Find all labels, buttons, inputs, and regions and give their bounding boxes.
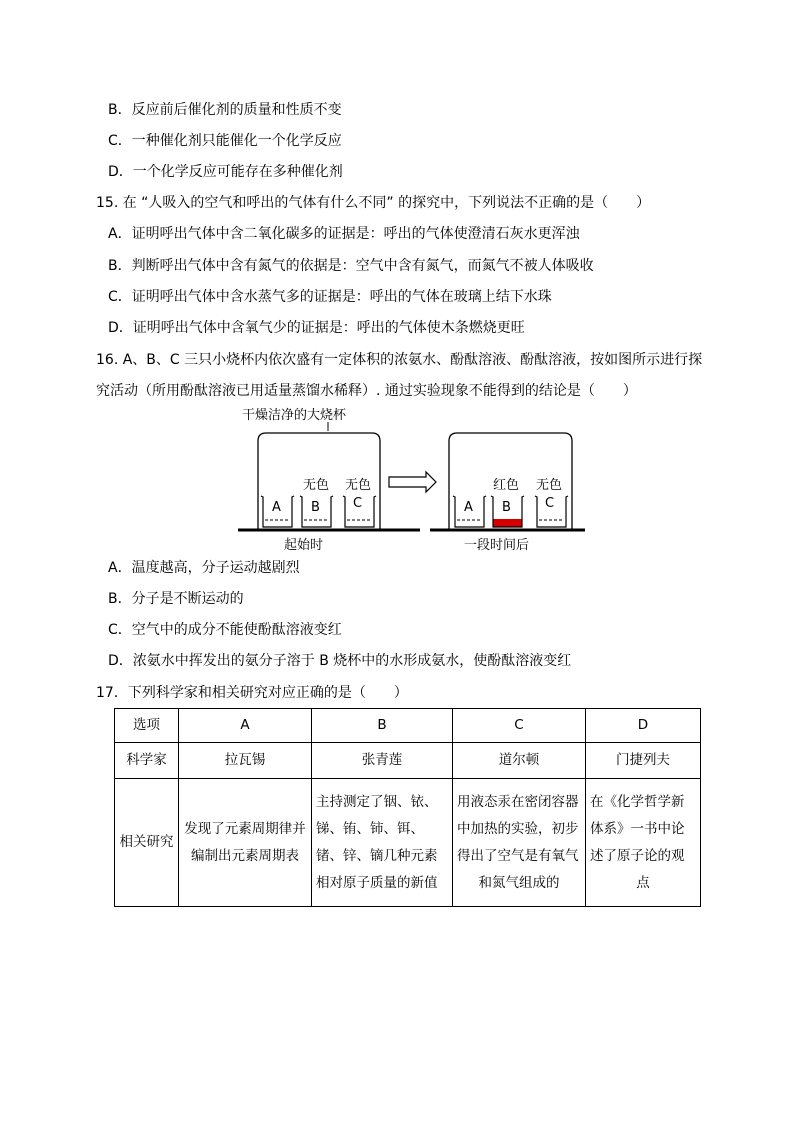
q14-option-d: D．一个化学反应可能存在多种催化剂: [108, 164, 343, 180]
table-cell: A: [179, 709, 312, 743]
beaker-c-color-left: 无色: [345, 478, 372, 493]
q16-stem-line2: 究活动（所用酚酞溶液已用适量蒸馏水稀释）. 通过实验现象不能得到的结论是（ ）: [96, 383, 637, 399]
table-scientist-row: [115, 743, 701, 779]
beaker-b-color-left: 无色: [303, 478, 330, 493]
table-cell: 科学家: [115, 743, 179, 779]
q17-stem: 17．下列科学家和相关研究对应正确的是（ ）: [96, 685, 408, 701]
cell-line: 体系》一书中论: [590, 820, 685, 837]
q15-stem: 15. 在 “人吸入的空气和呼出的气体有什么不同” 的探究中，下列说法不正确的是（ ）: [96, 195, 651, 211]
q15-option-c: C．证明呼出气体中含水蒸气多的证据是：呼出的气体在玻璃上结下水珠: [108, 289, 552, 305]
q16-experiment-figure: [230, 403, 590, 555]
q16-stem-line1: 16. A、B、C 三只小烧杯内依次盛有一定体积的浓氨水、酚酞溶液、酚酞溶液，按如图所示进行探: [96, 352, 703, 368]
big-beaker-label: 干燥洁净的大烧杯: [242, 408, 347, 423]
table-research-row: [115, 779, 701, 907]
table-cell: 门捷列夫: [586, 743, 701, 779]
caption-start: 起始时: [284, 538, 324, 553]
q16-option-a: A．温度越高，分子运动越剧烈: [108, 560, 300, 576]
table-cell: C: [453, 709, 586, 743]
beaker-b-red-liquid: [493, 519, 522, 527]
beaker-b-color-right: 红色: [493, 478, 520, 493]
experiment-diagram: [230, 403, 590, 555]
cell-line: 和氮气组成的: [478, 874, 560, 891]
beaker-c-color-right: 无色: [536, 478, 563, 493]
table-cell: 相关研究: [115, 779, 179, 907]
cell-line: 锗、锌、镝几种元素: [316, 847, 438, 864]
beaker-c-letter-left: C: [353, 496, 363, 511]
cell-line: 述了原子论的观: [590, 847, 685, 864]
table-cell: 选项: [115, 709, 179, 743]
process-arrow-icon: [389, 472, 436, 492]
cell-line: 锑、铕、铈、铒、: [316, 820, 424, 837]
cell-line: 发现了元素周期律并: [184, 820, 306, 837]
q16-option-b: B．分子是不断运动的: [108, 591, 244, 607]
beaker-b-letter-left: B: [311, 500, 320, 515]
cell-line: 得出了空气是有氧气: [457, 847, 579, 864]
cell-line: 编制出元素周期表: [191, 847, 299, 864]
table-cell: 道尔顿: [453, 743, 586, 779]
cell-line: 主持测定了铟、铱、: [316, 793, 438, 810]
start-setup: [238, 433, 420, 553]
beaker-b-letter-right: B: [502, 500, 511, 515]
research-cell-b: [312, 779, 453, 907]
cell-line: 点: [636, 874, 650, 891]
cell-line: 在《化学哲学新: [590, 793, 685, 810]
table-cell: 拉瓦锡: [179, 743, 312, 779]
end-setup: [430, 433, 585, 553]
research-cell-a: [179, 779, 312, 907]
q17-table: [114, 708, 701, 907]
caption-end: 一段时间后: [464, 538, 530, 553]
q16-option-c: C．空气中的成分不能使酚酞溶液变红: [108, 622, 342, 638]
table-cell: B: [312, 709, 453, 743]
q16-option-d: D．浓氨水中挥发出的氨分子溶于 B 烧杯中的水形成氨水，使酚酞溶液变红: [108, 653, 572, 669]
cell-line: 中加热的实验，初步: [457, 820, 579, 837]
cell-line: 相对原子质量的新值: [316, 874, 438, 891]
research-cell-d: [586, 779, 701, 907]
q15-option-a: A．证明呼出气体中含二氧化碳多的证据是：呼出的气体使澄清石灰水更浑浊: [108, 226, 580, 242]
beaker-a-letter-left: A: [272, 500, 281, 515]
q15-option-b: B．判断呼出气体中含有氮气的依据是：空气中含有氮气，而氮气不被人体吸收: [108, 258, 594, 274]
beaker-a-letter-right: A: [464, 500, 473, 515]
q14-option-c: C．一种催化剂只能催化一个化学反应: [108, 133, 342, 149]
table-cell: D: [586, 709, 701, 743]
beaker-c-letter-right: C: [545, 496, 555, 511]
q14-option-b: B．反应前后催化剂的质量和性质不变: [108, 102, 342, 118]
q15-option-d: D．证明呼出气体中含氧气少的证据是：呼出的气体使木条燃烧更旺: [108, 320, 525, 336]
table-header-row: [115, 709, 701, 743]
table-cell: 张青莲: [312, 743, 453, 779]
research-cell-c: [453, 779, 586, 907]
cell-line: 用液态汞在密闭容器: [457, 793, 579, 810]
